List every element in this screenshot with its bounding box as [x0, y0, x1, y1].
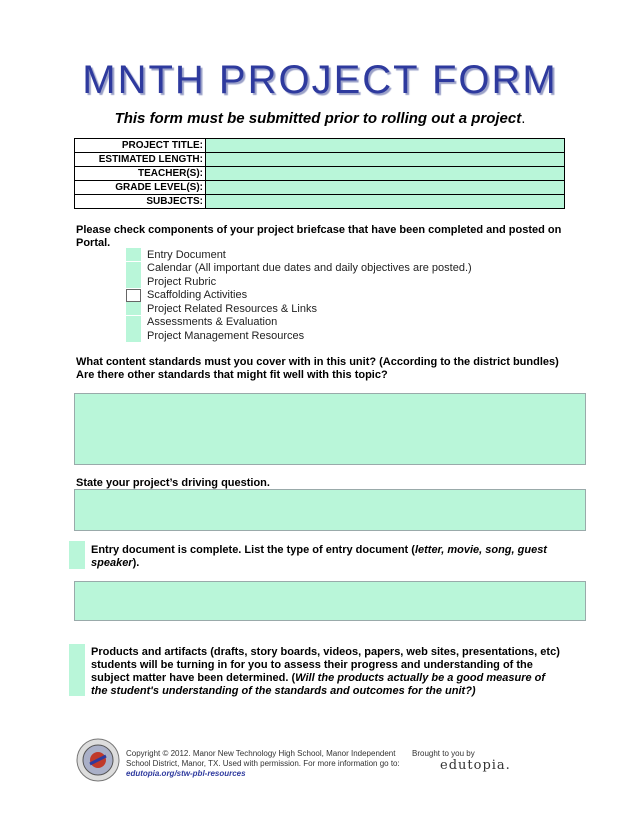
subtitle — [0, 110, 640, 127]
standards-question: What content standards must you cover with in this unit? (According to the district bundles) Are there other standards that might fit well with this topic? — [76, 356, 559, 381]
subtitle-text: This form must be submitted prior to rolling out a project — [114, 110, 522, 127]
checklist-item — [126, 262, 472, 276]
info-value-field[interactable] — [206, 139, 565, 153]
school-seal-logo — [76, 738, 120, 782]
info-value-field[interactable] — [206, 195, 565, 209]
info-row — [75, 153, 565, 167]
checklist-item — [126, 302, 472, 316]
checklist-label: Scaffolding Activities — [147, 289, 248, 302]
checklist-checkbox[interactable] — [126, 329, 141, 342]
entry-doc-prompt — [91, 544, 551, 570]
info-label: PROJECT TITLE: — [75, 139, 206, 153]
checklist-item — [126, 316, 472, 330]
checklist-label: Entry Document — [147, 248, 226, 261]
checklist-label: Assessments & Evaluation — [147, 316, 278, 329]
briefcase-checklist — [126, 248, 472, 343]
info-value-field[interactable] — [206, 181, 565, 195]
info-row — [75, 181, 565, 195]
info-row — [75, 139, 565, 153]
entry-doc-text: Entry document is complete. List the type of entry document ( — [91, 544, 415, 556]
products-prompt — [91, 646, 561, 698]
driving-question-prompt: State your project’s driving question. — [76, 477, 270, 489]
products-italic: Will the products actually be a good measure of the student's understanding of the standards and outcomes for the unit?) — [91, 672, 546, 697]
checklist-label: Project Related Resources & Links — [147, 302, 317, 315]
checklist-checkbox[interactable] — [126, 275, 141, 288]
checklist-label: Calendar (All important due dates and daily objectives are posted.) — [147, 262, 472, 275]
info-label: SUBJECTS: — [75, 195, 206, 209]
checklist-checkbox[interactable] — [126, 262, 141, 275]
info-label: TEACHER(S): — [75, 167, 206, 181]
products-checkbox[interactable] — [69, 644, 85, 696]
checklist-prompt: Please check components of your project briefcase that have been completed and posted on Portal. — [76, 224, 562, 249]
project-info-table — [74, 138, 565, 209]
entry-doc-end: ). — [132, 557, 140, 569]
info-row — [75, 167, 565, 181]
info-row — [75, 195, 565, 209]
driving-question-field[interactable] — [74, 489, 586, 531]
edutopia-logo: edutopia. — [440, 758, 511, 773]
checklist-checkbox[interactable] — [126, 289, 141, 302]
copyright-text: Copyright © 2012. Manor New Technology High School, Manor Independent School District, Manor, TX. Used with permission. For more information go to: — [126, 749, 400, 768]
checklist-label: Project Rubric — [147, 275, 217, 288]
checklist-checkbox[interactable] — [126, 316, 141, 329]
checklist-checkbox[interactable] — [126, 302, 141, 315]
checklist-item — [126, 289, 472, 303]
products-text: Products and artifacts (drafts, story boards, videos, papers, web sites, presentations, etc) students will be turning in for you to assess their progress and understanding of the subject matter have been determined. ( — [91, 646, 560, 684]
info-label: GRADE LEVEL(S): — [75, 181, 206, 195]
checklist-label: Project Management Resources — [147, 329, 305, 342]
entry-doc-field[interactable] — [74, 581, 586, 621]
checklist-item — [126, 275, 472, 289]
brought-by: Brought to you by — [412, 749, 475, 758]
info-value-field[interactable] — [206, 167, 565, 181]
info-label: ESTIMATED LENGTH: — [75, 153, 206, 167]
subtitle-end: . — [521, 110, 526, 127]
info-value-field[interactable] — [206, 153, 565, 167]
standards-answer-field[interactable] — [74, 393, 586, 465]
footer-copyright — [126, 749, 406, 779]
checklist-item — [126, 329, 472, 343]
page-title: MNTH PROJECT FORM — [82, 58, 558, 102]
checklist-item — [126, 248, 472, 262]
footer-link[interactable]: edutopia.org/stw-pbl-resources — [126, 769, 246, 778]
entry-doc-italic: letter, movie, song, guest speaker — [91, 544, 547, 569]
entry-doc-checkbox[interactable] — [69, 541, 85, 569]
checklist-checkbox[interactable] — [126, 248, 141, 261]
